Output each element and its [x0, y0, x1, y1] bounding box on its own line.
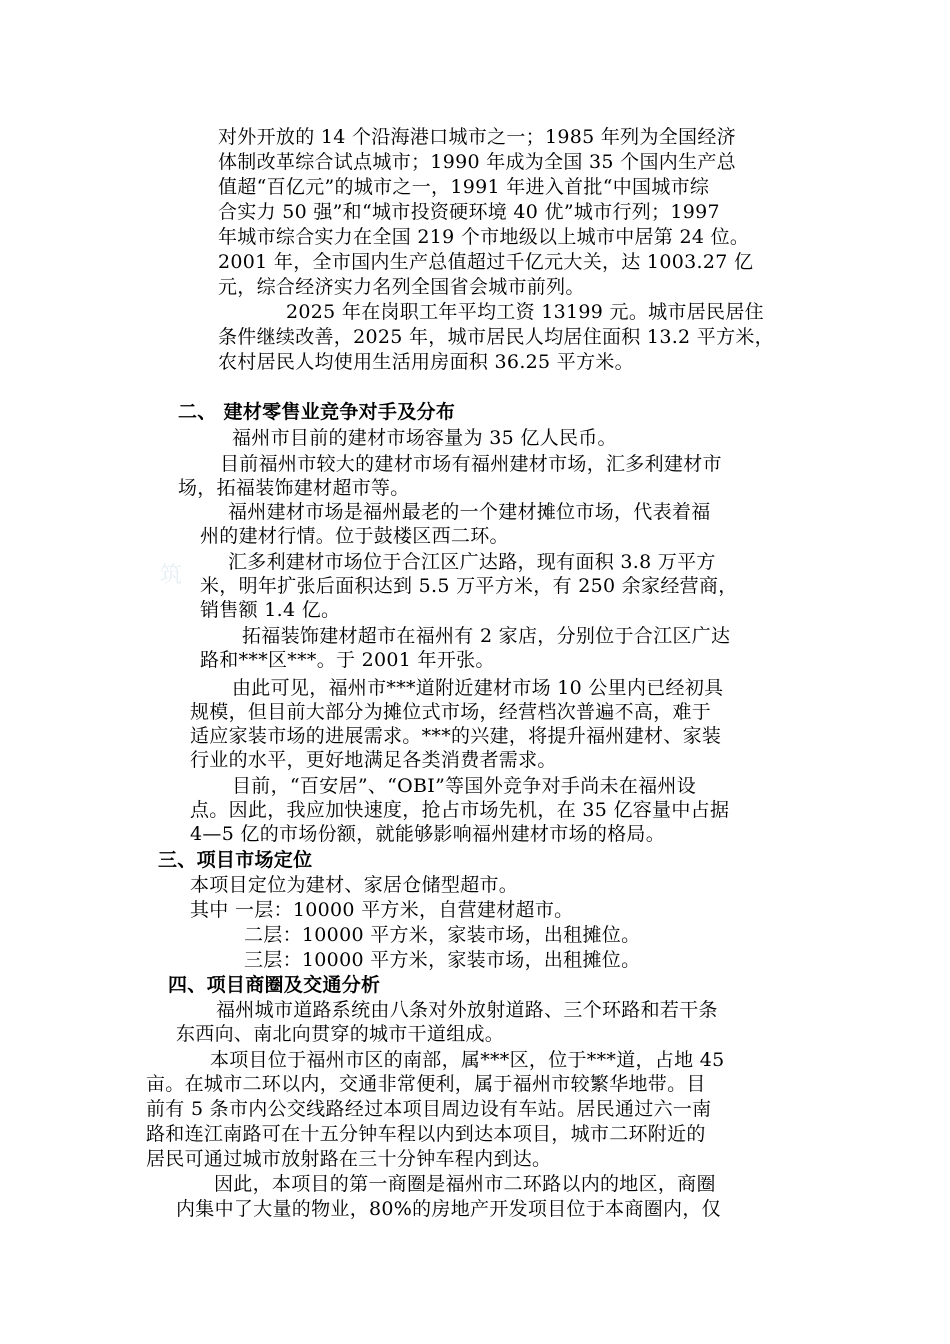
text-line: 二层：10000 平方米，家装市场，出租摊位。	[244, 924, 641, 946]
text-line: 适应家装市场的进展需求。***的兴建，将提升福州建材、家装	[190, 725, 722, 747]
text-line: 行业的水平，更好地满足各类消费者需求。	[190, 749, 557, 771]
text-line: 目前，“百安居”、“OBI”等国外竞争对手尚未在福州设	[232, 775, 696, 797]
text-line: 体制改革综合试点城市；1990 年成为全国 35 个国内生产总	[218, 151, 736, 173]
text-line: 前有 5 条市内公交线路经过本项目周边设有车站。居民通过六一南	[146, 1098, 712, 1120]
text-line: 亩。在城市二环以内，交通非常便利，属于福州市较繁华地带。目	[146, 1073, 706, 1095]
text-line: 路和连江南路可在十五分钟车程以内到达本项目，城市二环附近的	[146, 1123, 706, 1145]
text-line: 目前福州市较大的建材市场有福州建材市场，汇多利建材市	[220, 453, 722, 475]
text-line: 农村居民人均使用生活用房面积 36.25 平方米。	[218, 351, 634, 373]
text-line: 2001 年，全市国内生产总值超过千亿元大关，达 1003.27 亿	[218, 251, 754, 273]
text-line: 场，拓福装饰建材超市等。	[178, 477, 410, 499]
text-line: 对外开放的 14 个沿海港口城市之一；1985 年列为全国经济	[218, 126, 736, 148]
text-line: 东西向、南北向贯穿的城市干道组成。	[176, 1023, 505, 1045]
section-heading: 三、项目市场定位	[158, 849, 313, 871]
text-line: 年城市综合实力在全国 219 个市地级以上城市中居第 24 位。	[218, 226, 750, 248]
text-line: 2025 年在岗职工年平均工资 13199 元。城市居民居住	[286, 301, 764, 323]
text-line: 4—5 亿的市场份额，就能够影响福州建材市场的格局。	[190, 823, 666, 845]
section-heading: 四、项目商圈及交通分析	[168, 974, 381, 996]
text-line: 路和***区***。于 2001 年开张。	[200, 649, 495, 671]
text-line: 由此可见，福州市***道附近建材市场 10 公里内已经初具	[232, 677, 724, 699]
text-line: 米，明年扩张后面积达到 5.5 万平方米，有 250 余家经营商，	[200, 575, 738, 597]
text-line: 本项目位于福州市区的南部，属***区，位于***道，占地 45	[210, 1049, 725, 1071]
text-line: 其中 一层：10000 平方米，自营建材超市。	[190, 899, 574, 921]
text-line: 拓福装饰建材超市在福州有 2 家店，分别位于合江区广达	[242, 625, 731, 647]
text-line: 合实力 50 强”和“城市投资硬环境 40 优”城市行列；1997	[218, 201, 720, 223]
text-line: 值超“百亿元”的城市之一，1991 年进入首批“中国城市综	[218, 176, 710, 198]
text-line: 内集中了大量的物业，80%的房地产开发项目位于本商圈内，仅	[176, 1198, 721, 1220]
text-line: 州的建材行情。位于鼓楼区西二环。	[200, 525, 509, 547]
text-line: 条件继续改善，2025 年，城市居民人均居住面积 13.2 平方米，	[218, 326, 774, 348]
text-line: 汇多利建材市场位于合江区广达路，现有面积 3.8 万平方	[228, 551, 716, 573]
text-line: 因此，本项目的第一商圈是福州市二环路以内的地区，商圈	[214, 1173, 716, 1195]
text-line: 销售额 1.4 亿。	[200, 599, 341, 621]
text-line: 点。因此，我应加快速度，抢占市场先机，在 35 亿容量中占据	[190, 799, 730, 821]
watermark: 筑	[160, 563, 183, 588]
text-line: 三层：10000 平方米，家装市场，出租摊位。	[244, 949, 641, 971]
text-line: 居民可通过城市放射路在三十分钟车程内到达。	[146, 1148, 552, 1170]
text-line: 元，综合经济实力名列全国省会城市前列。	[218, 276, 585, 298]
text-line: 本项目定位为建材、家居仓储型超市。	[190, 874, 519, 896]
section-heading: 二、 建材零售业竞争对手及分布	[178, 401, 456, 423]
text-line: 福州市目前的建材市场容量为 35 亿人民币。	[232, 427, 617, 449]
text-line: 规模，但目前大部分为摊位式市场，经营档次普遍不高，难于	[190, 701, 712, 723]
text-line: 福州城市道路系统由八条对外放射道路、三个环路和若干条	[216, 999, 718, 1021]
text-line: 福州建材市场是福州最老的一个建材摊位市场，代表着福	[228, 501, 711, 523]
